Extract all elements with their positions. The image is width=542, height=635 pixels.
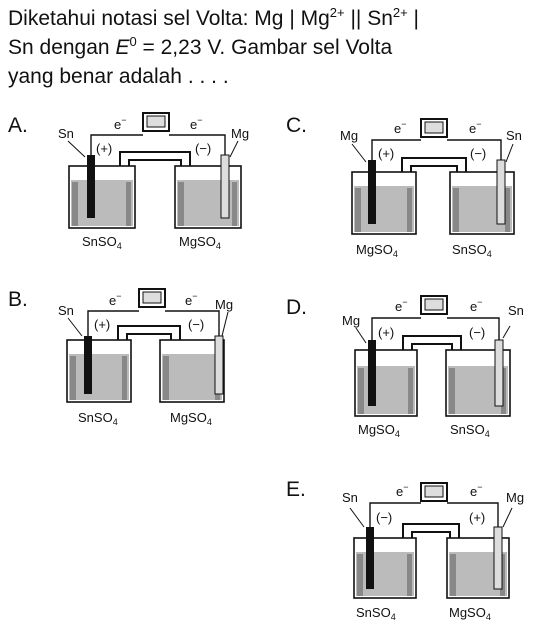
- right-solution-label: SnSO$_4$: [450, 422, 490, 439]
- right-solution-label: MgSO$_4$: [449, 605, 491, 622]
- option-c[interactable]: [286, 108, 536, 268]
- electron-label-left: e−: [394, 119, 407, 136]
- left-electrode-sign: (+): [378, 325, 395, 340]
- galvanometer-icon: [143, 113, 169, 131]
- option-b[interactable]: [8, 282, 258, 442]
- galvanometer-icon: [421, 119, 447, 137]
- left-solution-label: SnSO$_4$: [356, 605, 396, 622]
- left-solution-label: MgSO$_4$: [358, 422, 400, 439]
- electron-label-right: e−: [185, 291, 198, 308]
- left-electrode-sign: (+): [94, 317, 111, 332]
- right-metal-label: Mg: [506, 490, 525, 505]
- right-beaker: [160, 340, 224, 402]
- left-metal-label: Sn: [342, 490, 358, 505]
- left-pointer: [356, 328, 366, 343]
- voltaic-cell-diagram: [286, 290, 536, 450]
- right-pointer: [222, 312, 228, 336]
- right-pointer: [506, 144, 513, 162]
- right-electrode: [215, 336, 223, 394]
- right-solution-label: SnSO$_4$: [452, 242, 492, 259]
- right-solution-label: MgSO$_4$: [179, 234, 221, 251]
- right-electrode-sign: (−): [188, 317, 205, 332]
- right-electrode: [494, 527, 502, 589]
- electron-label-right: e−: [469, 119, 482, 136]
- left-pointer: [68, 318, 82, 336]
- left-pointer: [350, 508, 364, 527]
- left-electrode-sign: (+): [96, 141, 113, 156]
- left-electrode-sign: (−): [376, 510, 393, 525]
- right-electrode-sign: (+): [469, 510, 486, 525]
- galvanometer-icon: [421, 483, 447, 501]
- left-beaker: [67, 340, 131, 402]
- galvanometer-icon: [421, 296, 447, 314]
- right-pointer: [230, 141, 238, 157]
- electron-label-left: e−: [396, 482, 409, 499]
- electron-label-right: e−: [470, 482, 483, 499]
- left-electrode-sign: (+): [378, 146, 395, 161]
- voltaic-cell-diagram: [8, 282, 258, 442]
- option-letter: E.: [286, 478, 306, 501]
- electron-label-right: e−: [190, 115, 203, 132]
- right-electrode: [221, 155, 229, 218]
- left-metal-label: Mg: [340, 128, 359, 143]
- right-pointer: [503, 326, 510, 338]
- right-metal-label: Sn: [506, 128, 522, 143]
- question-line-1: Diketahui notasi sel Volta: Mg | $Mg^{2+}$ || $Sn^{2+}$ |: [8, 5, 419, 30]
- left-pointer: [352, 144, 366, 162]
- right-electrode-sign: (−): [470, 146, 487, 161]
- right-pointer: [503, 508, 512, 527]
- right-metal-label: Mg: [215, 297, 234, 312]
- galvanometer-icon: [139, 289, 165, 307]
- left-electrode: [368, 160, 376, 224]
- right-solution-label: MgSO$_4$: [170, 410, 212, 427]
- voltaic-cell-diagram: [286, 108, 536, 268]
- right-electrode-sign: (−): [195, 141, 212, 156]
- left-metal-label: Mg: [342, 313, 361, 328]
- left-metal-label: Sn: [58, 303, 74, 318]
- electron-label-left: e−: [109, 291, 122, 308]
- left-beaker: [69, 166, 135, 228]
- left-electrode: [87, 155, 95, 218]
- left-pointer: [68, 141, 85, 157]
- question-line-3: yang benar adalah . . . .: [8, 65, 229, 88]
- option-letter: C.: [286, 114, 307, 137]
- option-letter: D.: [286, 296, 307, 319]
- left-beaker: [355, 350, 417, 416]
- question-line-2: Sn dengan $E^0 = 2,23$ V. Gambar sel Volta: [8, 34, 393, 59]
- left-solution-label: MgSO$_4$: [356, 242, 398, 259]
- left-electrode: [84, 336, 92, 394]
- right-electrode: [497, 160, 505, 224]
- voltaic-cell-diagram: [286, 472, 536, 632]
- option-d[interactable]: [286, 290, 536, 450]
- left-metal-label: Sn: [58, 126, 74, 141]
- option-letter: B.: [8, 288, 28, 311]
- left-electrode: [368, 340, 376, 406]
- left-solution-label: SnSO$_4$: [82, 234, 122, 251]
- right-metal-label: Mg: [231, 126, 250, 141]
- electron-label-left: e−: [114, 115, 127, 132]
- left-beaker: [354, 538, 416, 598]
- left-electrode: [366, 527, 374, 589]
- right-electrode-sign: (−): [469, 325, 486, 340]
- left-beaker: [352, 172, 416, 234]
- option-letter: A.: [8, 114, 28, 137]
- voltaic-cell-diagram: [8, 108, 258, 268]
- option-e[interactable]: [286, 472, 536, 632]
- question-text: [8, 4, 536, 91]
- right-electrode: [495, 340, 503, 406]
- right-beaker: [175, 166, 241, 228]
- electron-label-left: e−: [395, 297, 408, 314]
- option-a[interactable]: [8, 108, 258, 268]
- left-solution-label: SnSO$_4$: [78, 410, 118, 427]
- electron-label-right: e−: [470, 297, 483, 314]
- right-metal-label: Sn: [508, 303, 524, 318]
